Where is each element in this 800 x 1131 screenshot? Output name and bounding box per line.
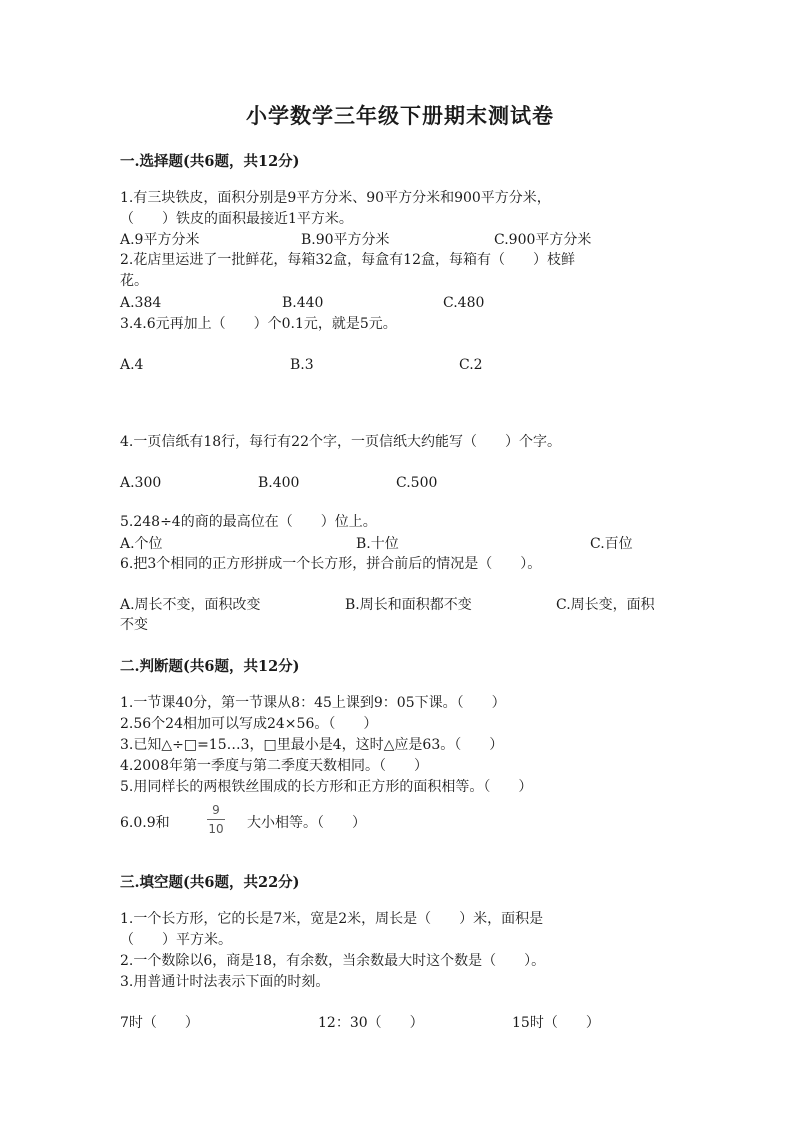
option-c: C.2 [459, 357, 483, 373]
question-text: 2.一个数除以6，商是18，有余数，当余数最大时这个数是（ ）。 [120, 953, 546, 969]
option-a: A.300 [120, 475, 162, 491]
question-text: 3.已知△÷□=15…3，□里最小是4，这时△应是63。（ ） [120, 737, 504, 753]
section-heading-fill: 三.填空题(共6题，共22分) [120, 874, 300, 891]
question-text: （ ）平方米。 [120, 932, 232, 948]
question-text-prefix: 6.0.9和 [120, 815, 170, 831]
question-text: 1.一个长方形，它的长是7米，宽是2米，周长是（ ）米，面积是 [120, 911, 544, 927]
option-b: B.400 [258, 475, 300, 491]
fraction-numerator: 9 [212, 803, 220, 817]
option-c: C.900平方分米 [494, 232, 592, 248]
option-b: B.3 [290, 357, 314, 373]
page-title: 小学数学三年级下册期末测试卷 [246, 103, 554, 128]
question-text: 2.56个24相加可以写成24×56。（ ） [120, 716, 378, 732]
question-text: 1.有三块铁皮，面积分别是9平方分米、90平方分米和900平方分米， [120, 190, 551, 206]
question-text: 花。 [120, 273, 148, 289]
option-c: C.周长变，面积 [556, 597, 655, 613]
fraction-bar [207, 819, 225, 820]
question-text: 3.4.6元再加上（ ）个0.1元，就是5元。 [120, 316, 397, 332]
question-text: 5.248÷4的商的最高位在（ ）位上。 [120, 514, 377, 530]
option-b: B.十位 [356, 536, 399, 552]
time-item: 15时（ ） [512, 1015, 600, 1031]
option-b: B.440 [282, 295, 324, 311]
option-a: A.9平方分米 [120, 232, 200, 248]
option-a: A.4 [120, 357, 144, 373]
question-text: 5.用同样长的两根铁丝围成的长方形和正方形的面积相等。（ ） [120, 779, 533, 795]
question-text: 4.2008年第一季度与第二季度天数相同。（ ） [120, 758, 428, 774]
option-c: C.百位 [590, 536, 633, 552]
option-c-continued: 不变 [120, 617, 148, 633]
option-b: B.周长和面积都不变 [345, 597, 472, 613]
question-text: （ ）铁皮的面积最接近1平方米。 [120, 211, 353, 227]
time-item: 7时（ ） [120, 1015, 199, 1031]
question-text-suffix: 大小相等。（ ） [247, 815, 366, 831]
option-b: B.90平方分米 [301, 232, 390, 248]
question-text: 4.一页信纸有18行，每行有22个字，一页信纸大约能写（ ）个字。 [120, 434, 561, 450]
section-heading-judge: 二.判断题(共6题，共12分) [120, 658, 300, 675]
option-a: A.个位 [120, 536, 163, 552]
question-text: 6.把3个相同的正方形拼成一个长方形，拼合前后的情况是（ ）。 [120, 556, 542, 572]
option-a: A.384 [120, 295, 162, 311]
fraction-denominator: 10 [208, 822, 224, 836]
time-item: 12：30（ ） [318, 1015, 424, 1031]
option-c: C.500 [396, 475, 438, 491]
option-c: C.480 [443, 295, 485, 311]
fraction [205, 803, 227, 836]
question-text: 3.用普通计时法表示下面的时刻。 [120, 974, 330, 990]
option-a: A.周长不变，面积改变 [120, 597, 261, 613]
section-heading-choice: 一.选择题(共6题，共12分) [120, 153, 300, 170]
question-text: 1.一节课40分，第一节课从8：45上课到9：05下课。（ ） [120, 695, 506, 711]
question-text: 2.花店里运进了一批鲜花，每箱32盒，每盒有12盒，每箱有（ ）枝鲜 [120, 252, 575, 268]
